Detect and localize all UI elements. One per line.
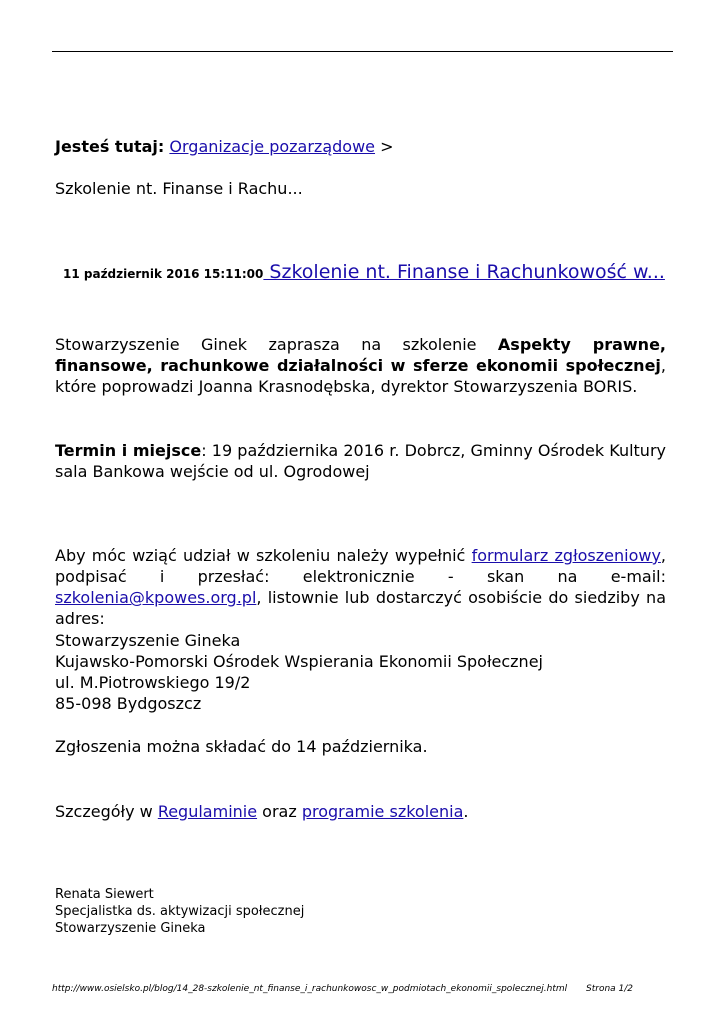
address-line: 85-098 Bydgoszcz (55, 694, 202, 713)
registration-text-a: Aby móc wziąć udział w szkoleniu należy wypełnić (55, 546, 472, 565)
deadline-text: Zgłoszenia można składać do 14 października. (55, 737, 428, 756)
post-title-link[interactable]: Szkolenie nt. Finanse i Rachunkowość w... (263, 261, 665, 283)
signature-block (55, 886, 666, 937)
registration-text-c: , listownie lub dostarczyć osobiście do siedziby na adres: (55, 588, 666, 628)
details-line (55, 801, 666, 822)
post-date: 11 październik 2016 15:11:00 (63, 267, 264, 281)
breadcrumb-separator: > (375, 137, 394, 156)
signature-role: Specjalistka ds. aktywizacji społecznej (55, 904, 305, 919)
paragraph-when-where (55, 440, 666, 482)
paragraph-registration (55, 545, 666, 629)
term-label: Termin i miejsce (55, 441, 202, 460)
details-text-a: Szczegóły w (55, 802, 158, 821)
details-text-b: oraz (257, 802, 302, 821)
address-block (55, 630, 666, 714)
breadcrumb-link[interactable]: Organizacje pozarządowe (169, 137, 376, 156)
details-text-c: . (463, 802, 469, 821)
intro-text-a: Stowarzyszenie Ginek zaprasza na szkolenie (55, 335, 498, 354)
address-line: Kujawsko-Pomorski Ośrodek Wspierania Ekonomii Społecznej (55, 652, 543, 671)
signature-org: Stowarzyszenie Gineka (55, 921, 206, 936)
training-title: Aspekty prawne, finansowe, rachunkowe działalności w sferze ekonomii społecznej (55, 335, 666, 375)
term-text: : 19 października 2016 r. Dobrcz, Gminny Ośrodek Kultury sala Bankowa wejście od ul. Ogrodowej (55, 441, 666, 481)
intro-text-b: , które poprowadzi Joanna Krasnodębska, dyrektor Stowarzyszenia BORIS. (55, 356, 666, 396)
paragraph-intro (55, 334, 666, 397)
address-line: ul. M.Piotrowskiego 19/2 (55, 673, 251, 692)
rules-link[interactable]: Regulaminie (157, 802, 258, 821)
post-header (55, 262, 666, 285)
footer-url: http://www.osielsko.pl/blog/14_28-szkolenie_nt_finanse_i_rachunkowosc_w_podmiotach_ekonomii_spolecznej.html (52, 984, 568, 994)
signature-name: Renata Siewert (55, 887, 154, 902)
header-rule (52, 51, 673, 52)
footer-page-number: Strona 1/2 (586, 984, 634, 994)
program-link[interactable]: programie szkolenia (301, 802, 464, 821)
form-link[interactable]: formularz zgłoszeniowy (471, 546, 661, 565)
address-line: Stowarzyszenie Gineka (55, 631, 241, 650)
breadcrumb-prefix: Jesteś tutaj: (55, 137, 165, 156)
breadcrumb-current: Szkolenie nt. Finanse i Rachu... (55, 179, 303, 198)
registration-text-b: , podpisać i przesłać: elektronicznie - skan na e-mail: (55, 546, 667, 586)
breadcrumb (55, 136, 666, 157)
email-link[interactable]: szkolenia@kpowes.org.pl (55, 588, 257, 607)
